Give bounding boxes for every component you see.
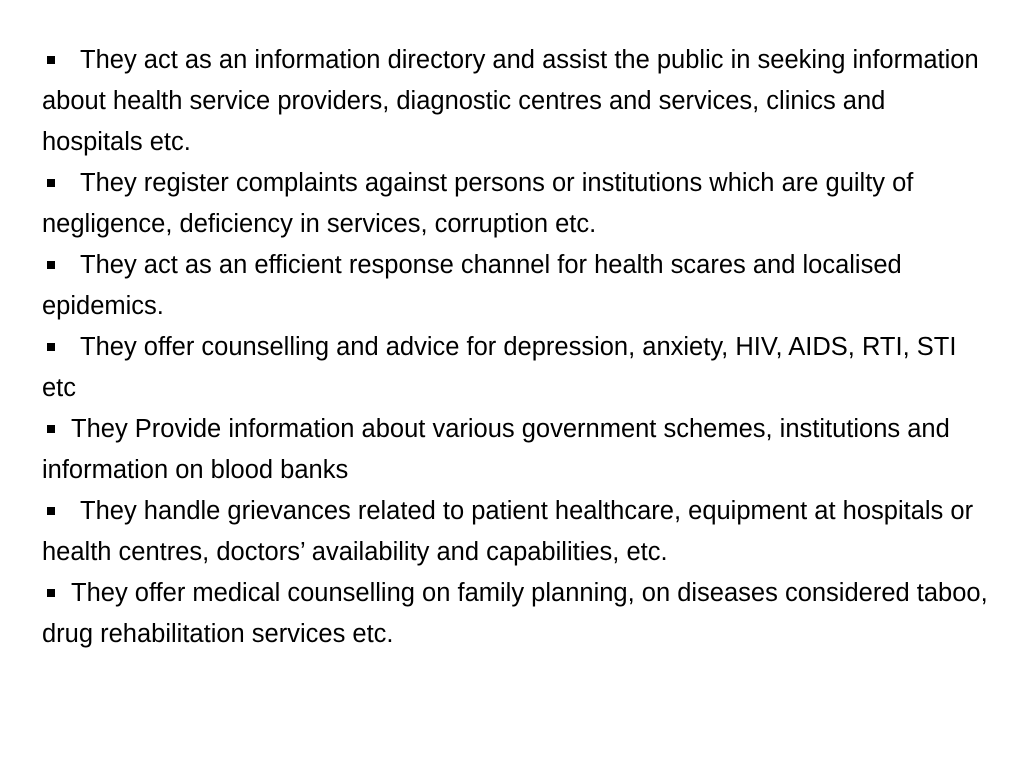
- square-bullet-icon: [47, 589, 55, 597]
- bullet-item: [42, 409, 992, 491]
- square-bullet-icon: [47, 343, 55, 351]
- bullet-item: [42, 573, 992, 655]
- square-bullet-icon: [47, 425, 55, 433]
- bullet-text: They act as an information directory and assist the public in seeking information about health service providers, diagnostic centres and services, clinics and hospitals etc.: [42, 46, 979, 156]
- square-bullet-icon: [47, 261, 55, 269]
- bullet-text: They Provide information about various government schemes, institutions and information on blood banks: [42, 415, 950, 484]
- bullet-item: [42, 491, 992, 573]
- bullet-text: They register complaints against persons or institutions which are guilty of negligence, deficiency in services, corruption etc.: [42, 169, 914, 238]
- square-bullet-icon: [47, 56, 55, 64]
- bullet-text: They offer medical counselling on family planning, on diseases considered taboo, drug rehabilitation services etc.: [42, 579, 988, 648]
- bullet-text: They handle grievances related to patient healthcare, equipment at hospitals or health centres, doctors’ availability and capabilities, etc.: [42, 497, 974, 566]
- bullet-item: [42, 40, 992, 163]
- bullet-text: They offer counselling and advice for depression, anxiety, HIV, AIDS, RTI, STI etc: [42, 333, 957, 402]
- bullet-item: [42, 327, 992, 409]
- square-bullet-icon: [47, 179, 55, 187]
- bullet-item: [42, 163, 992, 245]
- bullet-text: They act as an efficient response channel for health scares and localised epidemics.: [42, 251, 902, 320]
- bullet-item: [42, 245, 992, 327]
- square-bullet-icon: [47, 507, 55, 515]
- bullet-list: [42, 40, 992, 655]
